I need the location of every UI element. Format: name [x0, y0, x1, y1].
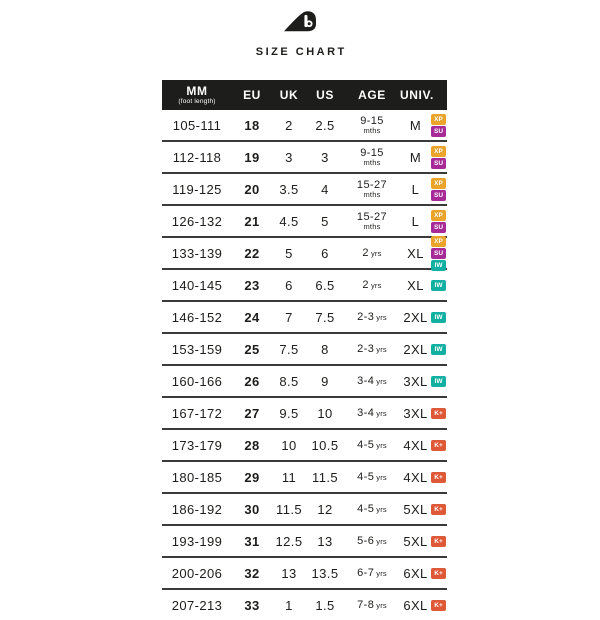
- cell-mm-range: 200-206: [171, 565, 223, 581]
- range-badge-iw: IW: [431, 260, 446, 271]
- cell-us-size: 4: [321, 181, 329, 197]
- age-value: 9-15: [360, 146, 384, 159]
- cell-age: [344, 568, 400, 579]
- col-header-uk: UK: [279, 88, 299, 102]
- brand-logo-icon: [283, 9, 317, 33]
- cell-mm-range: 126-132: [171, 213, 223, 229]
- range-badge-su: SU: [431, 248, 446, 259]
- table-row: [162, 494, 447, 526]
- cell-mm-range: 105-111: [172, 117, 222, 133]
- cell-us-size: 13: [317, 533, 333, 549]
- cell-range-badges: [431, 590, 447, 620]
- cell-eu-size: 27: [244, 405, 260, 421]
- age-value: 4-5: [357, 438, 375, 451]
- col-header-mm-label: MM: [186, 83, 208, 98]
- col-header-mm: [162, 85, 232, 106]
- cell-mm-range: 140-145: [171, 277, 223, 293]
- range-badge-kplus: K+: [431, 472, 446, 483]
- cell-range-badges: [431, 142, 447, 172]
- age-unit: yrs: [376, 344, 387, 354]
- cell-mm-range: 180-185: [171, 469, 223, 485]
- cell-uk-size: 13: [281, 565, 297, 581]
- age-unit: yrs: [376, 504, 387, 514]
- cell-universal-size: 5XL: [403, 501, 428, 517]
- cell-age: [344, 212, 400, 231]
- range-badge-kplus: K+: [431, 536, 446, 547]
- table-row: [162, 558, 447, 590]
- cell-eu-size: 31: [244, 533, 260, 549]
- age-value: 3-4: [357, 374, 375, 387]
- cell-mm-range: 112-118: [172, 149, 222, 165]
- cell-us-size: 2.5: [315, 117, 335, 133]
- cell-age: [344, 440, 400, 451]
- range-badge-kplus: K+: [431, 504, 446, 515]
- range-badge-iw: IW: [431, 280, 446, 291]
- range-badge-su: SU: [431, 126, 446, 137]
- cell-universal-size: 4XL: [403, 437, 428, 453]
- cell-universal-size: 5XL: [403, 533, 428, 549]
- cell-us-size: 6: [321, 245, 329, 261]
- cell-range-badges: [431, 558, 447, 588]
- cell-uk-size: 5: [285, 245, 293, 261]
- cell-uk-size: 9.5: [279, 405, 299, 421]
- age-value: 4-5: [357, 470, 375, 483]
- table-row: [162, 110, 447, 142]
- cell-us-size: 5: [321, 213, 329, 229]
- cell-universal-size: 2XL: [403, 341, 428, 357]
- cell-us-size: 12: [317, 501, 333, 517]
- age-unit: yrs: [376, 440, 387, 450]
- age-value: 2: [362, 246, 369, 259]
- age-unit: yrs: [376, 376, 387, 386]
- cell-universal-size: XL: [407, 245, 424, 261]
- cell-us-size: 3: [321, 149, 329, 165]
- cell-uk-size: 11.5: [276, 501, 302, 517]
- cell-age: [344, 376, 400, 387]
- cell-universal-size: L: [411, 213, 420, 229]
- age-unit: yrs: [370, 248, 382, 258]
- cell-eu-size: 22: [244, 245, 260, 261]
- cell-range-badges: [431, 110, 447, 140]
- cell-age: [344, 408, 400, 419]
- cell-universal-size: 2XL: [403, 309, 428, 325]
- cell-eu-size: 24: [244, 309, 260, 325]
- cell-universal-size: 3XL: [403, 373, 428, 389]
- range-badge-iw: IW: [431, 376, 446, 387]
- age-value: 7-8: [357, 598, 375, 611]
- cell-us-size: 8: [321, 341, 329, 357]
- cell-universal-size: 6XL: [403, 565, 428, 581]
- cell-eu-size: 23: [244, 277, 260, 293]
- cell-mm-range: 153-159: [171, 341, 223, 357]
- cell-age: [344, 536, 400, 547]
- cell-uk-size: 8.5: [279, 373, 299, 389]
- table-row: [162, 526, 447, 558]
- cell-mm-range: 119-125: [172, 181, 222, 197]
- age-unit: yrs: [376, 568, 387, 578]
- cell-us-size: 7.5: [315, 309, 335, 325]
- cell-eu-size: 19: [244, 149, 260, 165]
- age-unit: mths: [363, 189, 381, 199]
- cell-eu-size: 20: [244, 181, 260, 197]
- cell-age: [344, 248, 400, 259]
- age-unit: yrs: [376, 536, 387, 546]
- table-row: [162, 142, 447, 174]
- page-title: SIZE CHART: [255, 46, 347, 58]
- table-row: [162, 206, 447, 238]
- cell-universal-size: L: [411, 181, 420, 197]
- cell-universal-size: 3XL: [403, 405, 428, 421]
- range-badge-xp: XP: [431, 114, 446, 125]
- range-badge-xp: XP: [431, 236, 446, 247]
- cell-universal-size: XL: [407, 277, 424, 293]
- table-row: [162, 174, 447, 206]
- cell-range-badges: [431, 366, 447, 396]
- cell-uk-size: 6: [285, 277, 293, 293]
- table-row: [162, 270, 447, 302]
- range-badge-su: SU: [431, 222, 446, 233]
- cell-age: [344, 472, 400, 483]
- cell-us-size: 13.5: [311, 565, 339, 581]
- age-unit: yrs: [370, 280, 382, 290]
- cell-range-badges: [431, 238, 447, 268]
- range-badge-kplus: K+: [431, 440, 446, 451]
- brand-logo-svg: [283, 9, 317, 33]
- age-unit: mths: [363, 125, 381, 135]
- table-row: [162, 334, 447, 366]
- col-header-us: US: [316, 88, 334, 102]
- cell-range-badges: [431, 462, 447, 492]
- range-badge-su: SU: [431, 190, 446, 201]
- cell-age: [344, 344, 400, 355]
- cell-uk-size: 12.5: [275, 533, 303, 549]
- range-badge-iw: IW: [431, 344, 446, 355]
- cell-eu-size: 28: [244, 437, 260, 453]
- cell-us-size: 1.5: [315, 597, 335, 613]
- cell-age: [344, 116, 400, 135]
- table-row: [162, 430, 447, 462]
- cell-us-size: 6.5: [315, 277, 335, 293]
- cell-age: [344, 280, 400, 291]
- cell-uk-size: 3.5: [279, 181, 299, 197]
- range-badge-xp: XP: [431, 146, 446, 157]
- cell-uk-size: 7: [285, 309, 293, 325]
- col-header-eu: EU: [243, 88, 261, 102]
- cell-mm-range: 167-172: [171, 405, 223, 421]
- range-badge-kplus: K+: [431, 408, 446, 419]
- cell-age: [344, 504, 400, 515]
- table-row: [162, 302, 447, 334]
- cell-uk-size: 2: [285, 117, 293, 133]
- cell-age: [344, 148, 400, 167]
- age-value: 15-27: [356, 210, 388, 223]
- cell-mm-range: 160-166: [171, 373, 223, 389]
- cell-mm-range: 207-213: [171, 597, 223, 613]
- table-body: [162, 110, 447, 620]
- size-chart-table: [162, 80, 447, 620]
- cell-universal-size: 4XL: [403, 469, 428, 485]
- range-badge-kplus: K+: [431, 568, 446, 579]
- table-row: [162, 398, 447, 430]
- age-unit: mths: [363, 157, 381, 167]
- cell-eu-size: 30: [244, 501, 260, 517]
- age-unit: yrs: [376, 472, 387, 482]
- cell-eu-size: 21: [244, 213, 260, 229]
- table-row: [162, 462, 447, 494]
- cell-mm-range: 133-139: [171, 245, 223, 261]
- table-header-row: [162, 80, 447, 110]
- age-value: 2: [362, 278, 369, 291]
- cell-eu-size: 32: [244, 565, 260, 581]
- cell-range-badges: [431, 174, 447, 204]
- age-unit: yrs: [376, 312, 387, 322]
- range-badge-iw: IW: [431, 312, 446, 323]
- age-value: 3-4: [357, 406, 375, 419]
- cell-universal-size: M: [409, 149, 422, 165]
- age-value: 15-27: [356, 178, 388, 191]
- cell-age: [344, 600, 400, 611]
- cell-range-badges: [431, 270, 447, 300]
- cell-eu-size: 26: [244, 373, 260, 389]
- col-header-age: AGE: [358, 88, 386, 102]
- age-value: 2-3: [357, 310, 375, 323]
- cell-mm-range: 186-192: [171, 501, 223, 517]
- age-value: 2-3: [357, 342, 375, 355]
- age-unit: yrs: [376, 408, 387, 418]
- range-badge-su: SU: [431, 158, 446, 169]
- cell-mm-range: 173-179: [171, 437, 223, 453]
- cell-mm-range: 193-199: [171, 533, 223, 549]
- cell-range-badges: [431, 494, 447, 524]
- range-badge-kplus: K+: [431, 600, 446, 611]
- cell-uk-size: 4.5: [279, 213, 299, 229]
- cell-us-size: 9: [321, 373, 329, 389]
- cell-range-badges: [431, 334, 447, 364]
- table-row: [162, 238, 447, 270]
- age-value: 9-15: [360, 114, 384, 127]
- cell-uk-size: 3: [285, 149, 293, 165]
- age-value: 4-5: [357, 502, 375, 515]
- cell-range-badges: [431, 526, 447, 556]
- age-value: 6-7: [357, 566, 375, 579]
- cell-eu-size: 18: [244, 117, 260, 133]
- age-unit: mths: [363, 221, 381, 231]
- cell-eu-size: 25: [244, 341, 260, 357]
- age-unit: yrs: [376, 600, 387, 610]
- cell-range-badges: [431, 430, 447, 460]
- cell-uk-size: 1: [285, 597, 293, 613]
- cell-eu-size: 33: [244, 597, 260, 613]
- cell-uk-size: 7.5: [279, 341, 299, 357]
- cell-universal-size: M: [409, 117, 422, 133]
- cell-eu-size: 29: [244, 469, 260, 485]
- col-header-mm-subtext: (foot length): [178, 97, 216, 105]
- cell-universal-size: 6XL: [403, 597, 428, 613]
- cell-range-badges: [431, 398, 447, 428]
- table-row: [162, 590, 447, 620]
- col-header-univ: UNIV.: [400, 88, 434, 102]
- cell-us-size: 11.5: [312, 469, 338, 485]
- age-value: 5-6: [357, 534, 375, 547]
- cell-uk-size: 11: [281, 469, 297, 485]
- cell-mm-range: 146-152: [171, 309, 223, 325]
- range-badge-xp: XP: [431, 178, 446, 189]
- cell-age: [344, 312, 400, 323]
- range-badge-xp: XP: [431, 210, 446, 221]
- cell-us-size: 10: [317, 405, 333, 421]
- cell-range-badges: [431, 302, 447, 332]
- cell-range-badges: [431, 206, 447, 236]
- table-row: [162, 366, 447, 398]
- cell-uk-size: 10: [281, 437, 297, 453]
- cell-us-size: 10.5: [311, 437, 339, 453]
- cell-age: [344, 180, 400, 199]
